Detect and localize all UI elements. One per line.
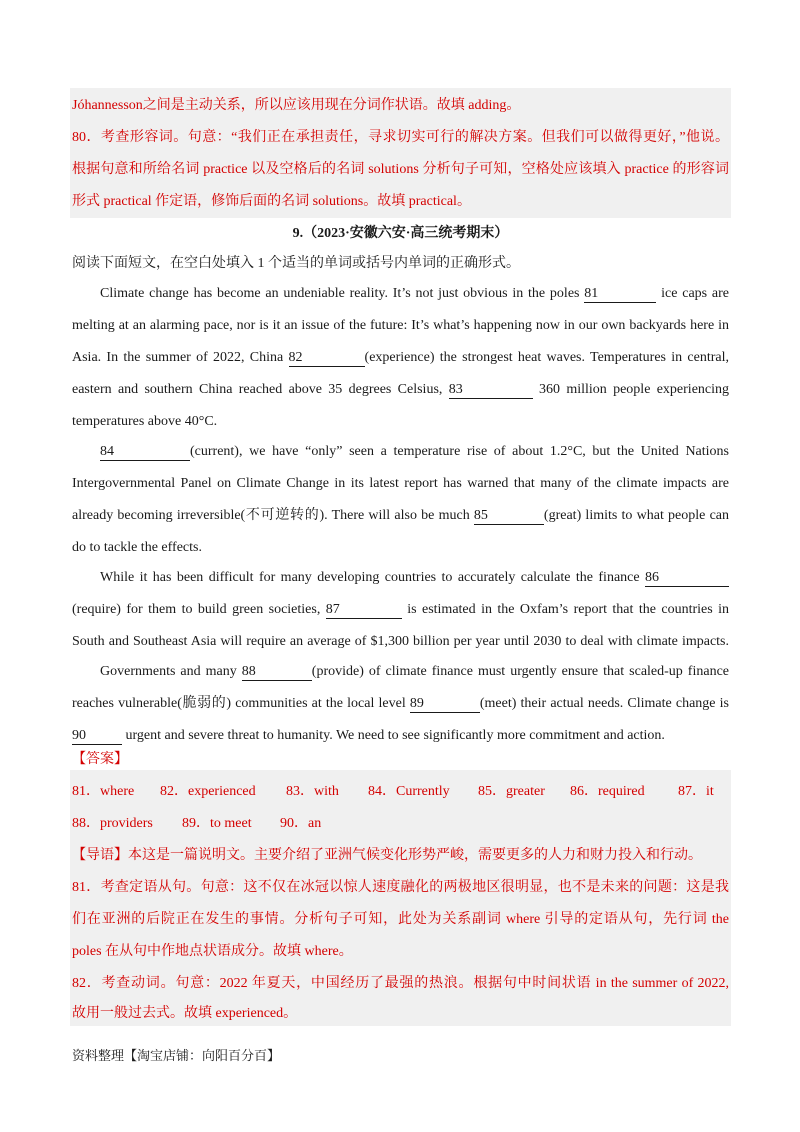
blank-88: 88 (242, 664, 312, 681)
explanation-line: 82．考查动词。句意：2022 年夏天，中国经历了最强的热浪。根据句中时间状语 in the summer of 2022, (72, 976, 729, 991)
blank-84: 84 (100, 444, 190, 461)
passage-line (72, 442, 729, 462)
blank-83: 83 (449, 382, 533, 399)
answer-item: 90．an (280, 816, 322, 831)
answer-item: 84．Currently (368, 784, 450, 799)
passage-text: Climate change has become an undeniable reality. It’s not just obvious in the poles (100, 286, 580, 301)
passage-line: do to tackle the effects. (72, 540, 202, 555)
passage-line: temperatures above 40°C. (72, 414, 218, 429)
blank-87: 87 (326, 602, 402, 619)
answer-item: 83．with (286, 784, 339, 799)
explanation-line: Jóhannesson之间是主动关系，所以应该用现在分词作状语。故填 adding。 (72, 98, 521, 113)
explanation-line: 故用一般过去式。故填 experienced。 (72, 1006, 298, 1021)
passage-text: While it has been difficult for many developing countries to accurately calculate the finance (100, 570, 640, 585)
passage-text: (require) for them to build green societies, (72, 602, 321, 617)
explanation-line: 81．考查定语从句。句意：这不仅在冰冠以惊人速度融化的两极地区很明显，也不是未来的问题：这是我 (72, 880, 729, 895)
answer-item: 81．where (72, 784, 135, 799)
guide-text: 【导语】本这是一篇说明文。主要介绍了亚洲气候变化形势严峻，需要更多的人力和财力投入和行动。 (72, 848, 702, 863)
footer-source: 资料整理【淘宝店铺：向阳百分百】 (72, 1049, 281, 1064)
passage-line (72, 694, 729, 714)
blank-86: 86 (645, 570, 729, 587)
passage-text: eastern and southern China reached above 35 degrees Celsius, (72, 382, 443, 397)
blank-90: 90 (72, 728, 122, 745)
blank-82: 82 (289, 350, 365, 367)
blank-81: 81 (584, 286, 656, 303)
passage-text: (provide) of climate finance must urgently ensure that scaled-up finance (311, 664, 729, 679)
passage-line: Intergovernmental Panel on Climate Change in its latest report has warned that many of the climate impacts are (72, 476, 729, 491)
passage-text: already becoming irreversible(不可逆转的). There will also be much (72, 508, 470, 523)
passage-text: Governments and many (100, 664, 237, 679)
passage-text: (current), we have “only” seen a temperature rise of about 1.2°C, but the United Nations (190, 444, 729, 459)
answer-label: 【答案】 (72, 752, 128, 767)
blank-85: 85 (474, 508, 544, 525)
passage-line (72, 726, 729, 746)
explanation-line: 们在亚洲的后院正在发生的事情。分析句子可知，此处为关系副词 where 引导的定语从句，先行词 the (72, 912, 729, 927)
question-title: 9.（2023·安徽六安·高三统考期末） (292, 226, 509, 241)
passage-text: urgent and severe threat to humanity. We need to see significantly more commitment and action. (125, 728, 665, 743)
passage-line (72, 506, 729, 526)
passage-text: 360 million people experiencing (539, 382, 730, 397)
explanation-line: poles 在从句中作地点状语成分。故填 where。 (72, 944, 353, 959)
passage-text: reaches vulnerable(脆弱的) communities at the local level (72, 696, 406, 711)
answer-item: 87．it (678, 784, 714, 799)
passage-line (72, 662, 729, 682)
answer-item: 89．to meet (182, 816, 252, 831)
passage-line: melting at an alarming pace, nor is it an issue of the future: It’s what’s happening now in our own backyards here in (72, 318, 729, 333)
passage-line (72, 568, 729, 588)
passage-text: Asia. In the summer of 2022, China (72, 350, 284, 365)
passage-text: (experience) the strongest heat waves. Temperatures in central, (364, 350, 730, 365)
passage-line (72, 284, 729, 304)
passage-line: South and Southeast Asia will require an average of $1,300 billion per year until 2030 to deal with climate impacts. (72, 634, 729, 649)
passage-line (72, 600, 729, 620)
answer-item: 88．providers (72, 816, 153, 831)
explanation-line: 形式 practical 作定语，修饰后面的名词 solutions。故填 practical。 (72, 194, 471, 209)
answer-item: 85．greater (478, 784, 545, 799)
passage-text: is estimated in the Oxfam’s report that the countries in (407, 602, 730, 617)
blank-89: 89 (410, 696, 480, 713)
explanation-line: 80．考查形容词。句意：“我们正在承担责任，寻求切实可行的解决方案。但我们可以做得更好，”他说。 (72, 130, 729, 145)
answer-item: 86．required (570, 784, 645, 799)
passage-line (72, 380, 729, 400)
passage-text: (great) limits to what people can (543, 508, 730, 523)
passage-text: (meet) their actual needs. Climate change is (479, 696, 729, 711)
passage-text: ice caps are (661, 286, 729, 301)
explanation-line: 根据句意和所给名词 practice 以及空格后的名词 solutions 分析句子可知，空格处应该填入 practice 的形容词 (72, 162, 729, 177)
answer-item: 82．experienced (160, 784, 256, 799)
passage-line (72, 348, 729, 368)
question-instruction: 阅读下面短文，在空白处填入 1 个适当的单词或括号内单词的正确形式。 (72, 256, 520, 271)
